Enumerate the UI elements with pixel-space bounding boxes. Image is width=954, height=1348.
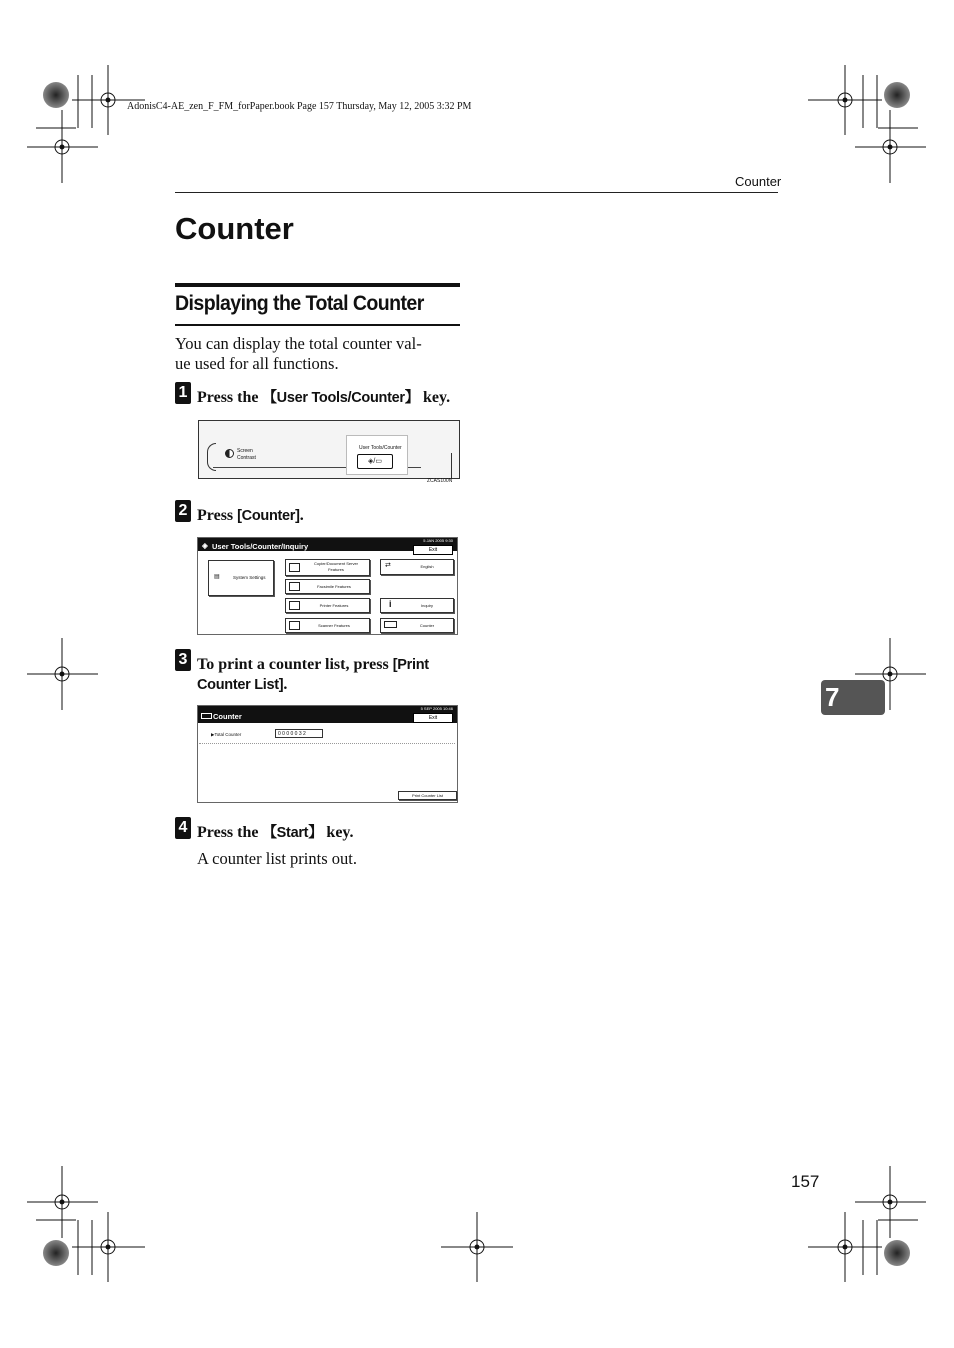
tools-icon: ◈ xyxy=(202,541,208,550)
user-tools-screen xyxy=(197,537,458,635)
counter-exit-button[interactable]: Exit xyxy=(413,713,453,723)
fax-icon xyxy=(289,582,300,591)
step-4-pre: Press the xyxy=(197,824,263,841)
screen-contrast-label-2: Contrast xyxy=(237,455,256,461)
control-panel-figure xyxy=(198,420,460,479)
step-4-key: Start xyxy=(276,825,309,841)
figure-code: ZCAS100N xyxy=(427,478,453,484)
printer-icon xyxy=(289,601,300,610)
user-tools-label: User Tools/Counter xyxy=(359,445,402,451)
intro-line-1: You can display the total counter val- xyxy=(175,334,422,353)
scanner-features-button[interactable] xyxy=(285,618,370,633)
step-4-post: key. xyxy=(322,824,354,841)
section-rule-bottom xyxy=(175,324,460,326)
step-4-note: A counter list prints out. xyxy=(197,849,357,868)
screen-contrast-label-1: Screen xyxy=(237,448,253,454)
counter-title-icon xyxy=(201,713,212,719)
counter-divider xyxy=(199,743,455,744)
intro-line-2: ue used for all functions. xyxy=(175,354,339,373)
user-tools-counter-key[interactable]: ◈/▭ xyxy=(357,454,393,469)
contrast-icon xyxy=(225,449,234,458)
step-3-number: 3 xyxy=(175,649,191,671)
printer-features-button[interactable] xyxy=(285,598,370,613)
settings-icon: ▤ xyxy=(214,574,220,580)
total-counter-label: ▶Total Counter xyxy=(211,732,242,737)
copier-features-button[interactable] xyxy=(285,559,370,576)
step-1-pre: Press the xyxy=(197,389,263,406)
inquiry-button[interactable] xyxy=(380,598,454,613)
facsimile-features-button[interactable] xyxy=(285,579,370,594)
section-rule-top xyxy=(175,283,460,287)
counter-screen xyxy=(197,705,458,803)
copier-icon xyxy=(289,563,300,572)
scanner-icon xyxy=(289,621,300,630)
printer-label: Printer Features xyxy=(319,603,349,608)
step-3-text xyxy=(197,655,465,695)
scanner-label: Scanner Features xyxy=(318,623,350,628)
counter-button[interactable] xyxy=(380,618,454,633)
step-3-key: [Print Counter List] xyxy=(197,657,429,693)
language-button[interactable] xyxy=(380,559,454,575)
step-1-text xyxy=(197,388,465,408)
step-4-number: 4 xyxy=(175,817,191,839)
step-1-rbracket: 】 xyxy=(404,390,419,406)
step-3-pre: To print a counter list, press xyxy=(197,656,393,673)
copier-label-2: Features xyxy=(328,567,344,572)
step-2-number: 2 xyxy=(175,500,191,522)
step-2-text xyxy=(197,506,465,526)
step-2-pre: Press xyxy=(197,507,238,524)
screen-title: User Tools/Counter/Inquiry xyxy=(212,542,309,551)
step-1-number: 1 xyxy=(175,382,191,404)
file-info: AdonisC4-AE_zen_F_FM_forPaper.book Page 157 Thursday, May 12, 2005 3:32 PM xyxy=(127,101,472,112)
chapter-title: Counter xyxy=(175,211,294,246)
total-counter-value: 0 0 0 0 0 3 2 xyxy=(275,729,323,738)
intro-paragraph xyxy=(175,334,465,374)
exit-button[interactable]: Exit xyxy=(413,545,453,555)
facsimile-label: Facsimile Features xyxy=(317,584,351,589)
step-2-key: [Counter] xyxy=(237,508,300,524)
page-number: 157 xyxy=(791,1172,820,1191)
system-settings-button[interactable] xyxy=(208,560,274,596)
header-rule xyxy=(175,192,778,193)
inquiry-label: Inquiry xyxy=(420,603,433,608)
running-head: Counter xyxy=(735,174,782,189)
language-icon: ⇄ xyxy=(385,562,391,569)
system-settings-label: System Settings xyxy=(233,575,266,580)
section-title: Displaying the Total Counter xyxy=(175,292,424,315)
counter-label: Counter xyxy=(419,623,435,628)
counter-status: 5 SEP 2005 10:46 xyxy=(420,706,453,711)
step-2-post: . xyxy=(299,507,304,524)
step-1-post: key. xyxy=(418,389,451,406)
step-4-lbracket: 【 xyxy=(262,825,277,841)
counter-icon xyxy=(384,621,397,628)
step-1-lbracket: 【 xyxy=(262,390,277,406)
info-icon: i xyxy=(389,599,392,609)
step-3-post: . xyxy=(283,676,288,693)
copier-label-1: Copier/Document Server xyxy=(313,561,359,566)
print-counter-list-button[interactable]: Print Counter List xyxy=(398,791,457,800)
total-counter-text: Total Counter xyxy=(214,732,242,737)
counter-title: Counter xyxy=(213,712,242,721)
panel-right-edge xyxy=(451,453,460,478)
language-label: English xyxy=(420,564,434,569)
step-1-key: User Tools/Counter xyxy=(276,390,405,406)
step-4-rbracket: 】 xyxy=(308,825,323,841)
step-4-text xyxy=(197,823,465,843)
screen-status: 5 JAN 2005 9:30 xyxy=(423,538,453,543)
chapter-tab: 7 xyxy=(821,680,885,715)
